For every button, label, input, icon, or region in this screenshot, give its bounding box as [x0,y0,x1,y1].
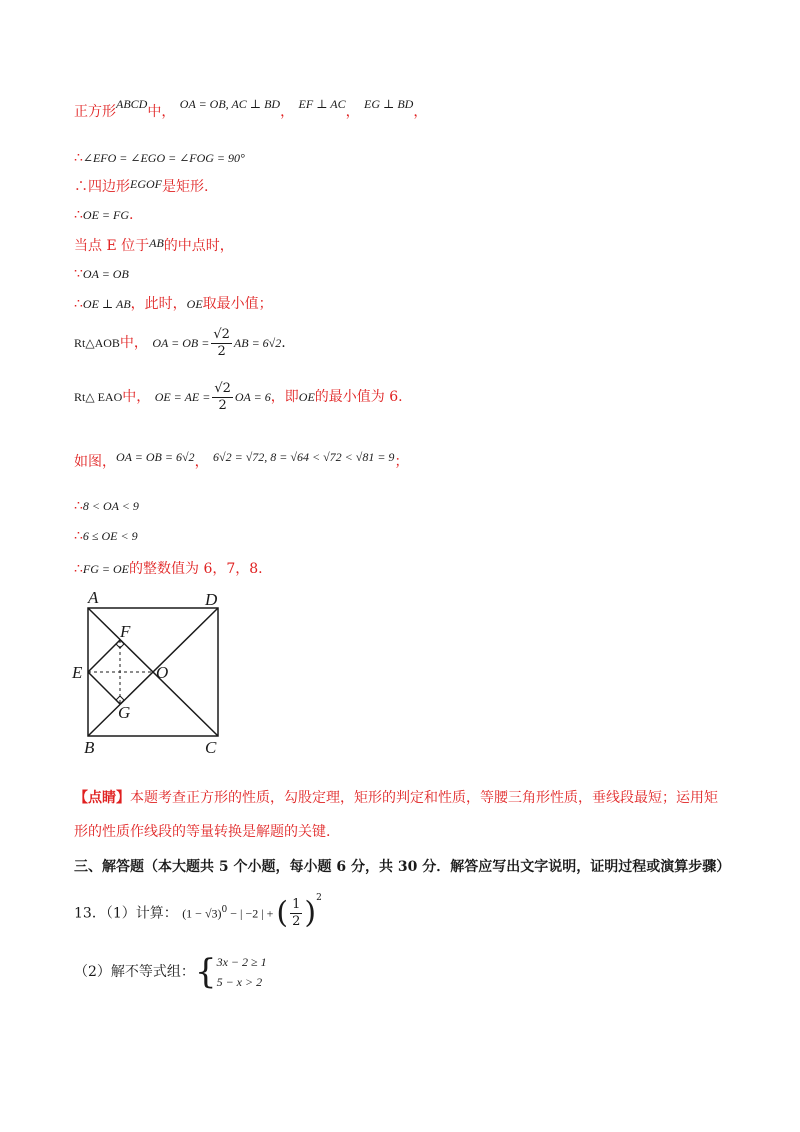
math: OA = OB = 6√2 [116,450,195,464]
fraction-denominator: 2 [217,343,226,359]
math: OE [298,390,315,404]
math: OA = 6 [234,390,271,404]
text: . [281,335,286,351]
math: OE [186,297,203,311]
text: ， [345,104,360,120]
math: ABCD [116,97,148,111]
fraction-numerator: 1 [292,897,301,913]
math: EG ⊥ BD [364,97,414,111]
comment-text: 形的性质作线段的等量转换是解题的关键. [74,824,331,840]
math: Rt△ EAO [74,390,123,404]
comment-line-2 [74,822,330,842]
part-label: （2）解不等式组： [74,964,195,980]
square-diagram [70,588,240,758]
fraction-denominator: 2 [292,914,301,930]
text: 的中点时， [163,238,234,254]
inequality-2: 5 − x > 2 [216,975,263,989]
inequality-system [217,952,267,992]
text: 正方形 [74,104,116,120]
solution-line-8 [74,326,286,360]
therefore: ∴ [74,207,83,223]
label-g: G [118,703,131,722]
text: 中， [122,389,151,405]
solution-line-5 [74,236,234,256]
label-f: F [120,622,131,641]
fraction [290,897,302,930]
label-c: C [205,738,217,757]
therefore: ∴ [74,296,83,312]
math: EGOF [130,177,162,191]
therefore: ∴ [74,528,83,544]
system-brace: { [194,952,217,992]
solution-line-7 [74,294,273,314]
text: 的最小值为 6. [314,389,403,405]
label-o: O [156,663,169,682]
math: OE = AE = [154,390,211,404]
fraction-numerator: √2 [214,380,231,396]
text: 如图， [74,454,116,470]
text: 当点 E 位于 [74,238,150,254]
solution-line-2 [74,148,245,168]
solution-line-10 [74,452,408,472]
text: ， [280,104,295,120]
math: Rt△AOB [74,336,120,350]
fraction-numerator: √2 [213,326,230,342]
text: 的整数值为 6，7，8. [129,561,263,577]
math: 6√2 = √72, 8 = √64 < √72 < √81 = 9 [213,450,395,464]
fraction [211,327,232,360]
text: ，即 [270,389,299,405]
solution-line-11 [74,496,139,516]
solution-line-6 [74,264,129,284]
paren-left: ( [276,895,289,931]
text: ∴四边形 [74,179,130,195]
text: 取最小值； [202,296,273,312]
solution-line-1 [74,97,428,122]
section-heading: 三、解答题（本大题共 5 个小题，每小题 6 分，共 30 分．解答应写出文字说明，证明过程或演算步骤） [74,859,731,875]
solution-line-3 [74,177,208,197]
question-number: 13．（1）计算： [74,905,178,922]
label-a: A [88,588,99,607]
text: ， [413,104,428,120]
math: FG = OE [82,562,130,576]
paren-right: ) [304,895,317,931]
math: OA = OB = [152,336,210,350]
therefore: ∴ [74,498,83,514]
therefore: ∴ [74,150,83,166]
text: . [129,207,134,223]
math: AB = 6√2 [233,336,282,350]
text: ， [194,454,209,470]
inequality-1: 3x − 2 ≥ 1 [216,955,267,969]
math: OA = OB [82,267,129,281]
exponent: 2 [316,893,322,903]
therefore: ∴ [74,561,83,577]
label-d: D [205,590,218,609]
math: 6 ≤ OE < 9 [82,529,138,543]
math: OE = FG [82,208,130,222]
label-e: E [72,663,83,682]
math: OA = OB, AC ⊥ BD [179,97,281,111]
exponent: 0 [221,905,228,915]
math: ∠EFO = ∠EGO = ∠FOG = 90° [82,151,245,165]
solution-line-4 [74,205,133,225]
solution-line-13 [74,559,263,579]
segment-ef [88,640,120,672]
math: (1 − √3) [182,906,222,921]
segment-eg [88,672,120,704]
question-13-part-2 [74,952,267,992]
comment-line-1 [74,788,718,808]
math: 8 < OA < 9 [82,499,139,513]
comment-tag: 【点睛】 [74,790,130,806]
fraction [212,381,233,414]
text: 是矩形. [162,179,209,195]
math: AB [149,236,164,250]
solution-line-12 [74,526,138,546]
solution-line-9 [74,380,403,414]
text: ； [394,454,409,470]
comment-text: 本题考查正方形的性质，勾股定理，矩形的判定和性质，等腰三角形性质，垂线段最短；运用矩 [130,790,718,806]
text: 中， [147,104,176,120]
math: EF ⊥ AC [298,97,346,111]
because: ∵ [74,266,83,282]
math: − | −2 | + [227,906,277,921]
math: OE ⊥ AB [82,297,131,311]
label-b: B [84,738,95,757]
text: 中， [119,335,148,351]
text: ，此时， [130,296,187,312]
question-13-part-1 [74,892,322,932]
fraction-denominator: 2 [218,397,227,413]
